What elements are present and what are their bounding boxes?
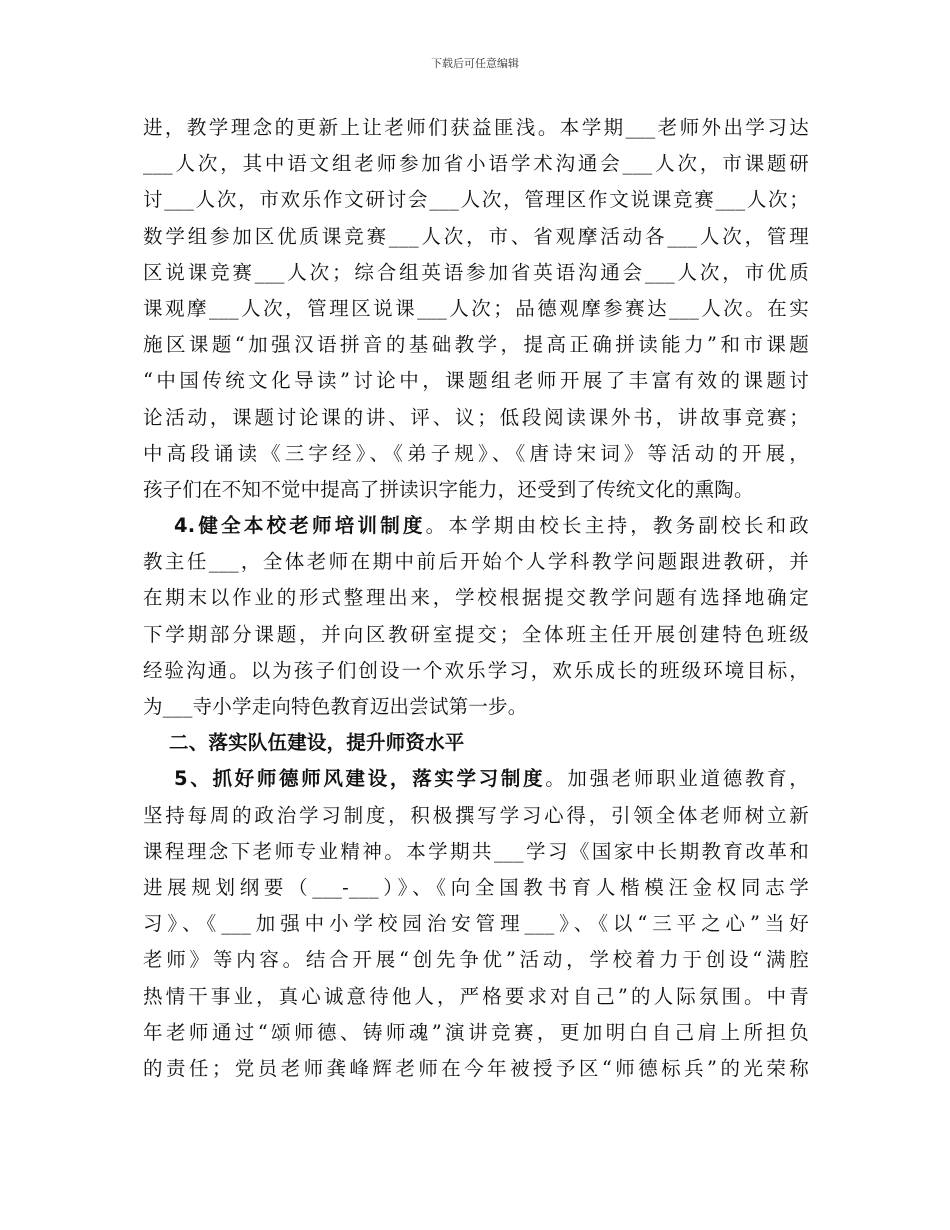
text-line: 热情干事业，真心诚意待他人，严格要求对自己”的人际氛围。中青 bbox=[143, 984, 809, 1008]
text-line: 下学期部分课题，并向区教研室提交；全体班主任开展创建特色班级 bbox=[143, 622, 809, 646]
text-line: 中高段诵读《三字经》、《弟子规》、《唐诗宋词》等活动的开展， bbox=[143, 441, 809, 465]
section-two-heading-line bbox=[143, 725, 809, 761]
text-line: ___人次，其中语文组老师参加省小语学术沟通会___人次，市课题研 bbox=[143, 152, 809, 176]
text-line: 课观摩___人次，管理区说课___人次；品德观摩参赛达___人次。在实 bbox=[143, 296, 809, 320]
document-body bbox=[143, 110, 809, 1087]
text-line: 经验沟通。以为孩子们创设一个欢乐学习，欢乐成长的班级环境目标， bbox=[143, 658, 809, 682]
text-line: 为___寺小学走向特色教育迈出尝试第一步。 bbox=[143, 695, 528, 718]
text-line: 进展规划纲要（___-___）》、《向全国教书育人楷模汪金权同志学 bbox=[143, 875, 809, 899]
text-line: 坚持每周的政治学习制度，积极撰写学习心得，引领全体老师树立新 bbox=[143, 803, 809, 827]
text-line: 教主任___，全体老师在期中前后开始个人学科教学问题跟进教研，并 bbox=[143, 550, 809, 574]
text-line: “中国传统文化导读”讨论中，课题组老师开展了丰富有效的课题讨 bbox=[143, 369, 809, 393]
paragraph-4-heading: 4.健全本校老师培训制度 bbox=[174, 514, 426, 538]
text-line: 习》、《___加强中小学校园治安管理___》、《以“三平之心”当好 bbox=[143, 912, 809, 936]
text-line: 在期末以作业的形式整理出来，学校根据提交教学问题有选择地确定 bbox=[143, 586, 809, 610]
text-line: 数学组参加区优质课竞赛___人次，市、省观摩活动各___人次，管理 bbox=[143, 224, 809, 248]
text-line: 年老师通过“颂师德、铸师魂”演讲竞赛，更加明白自己肩上所担负 bbox=[143, 1020, 809, 1044]
text-line: 进，教学理念的更新上让老师们获益匪浅。本学期___老师外出学习达 bbox=[143, 116, 809, 139]
paragraph-5-heading: 5、抓好师德师风建设，落实学习制度 bbox=[174, 767, 546, 791]
text-line: 讨___人次，市欢乐作文研讨会___人次，管理区作文说课竞赛___人次； bbox=[143, 188, 809, 212]
page-header: 下载后可任意编辑 bbox=[431, 57, 519, 70]
text-line: 论活动，课题讨论课的讲、评、议；低段阅读课外书，讲故事竞赛； bbox=[143, 405, 809, 429]
text-line: 老师》等内容。结合开展“创先争优”活动，学校着力于创设“满腔 bbox=[143, 948, 809, 972]
paragraph-5-heading-line: 5、抓好师德师风建设，落实学习制度。加强老师职业道德教育， bbox=[174, 767, 810, 791]
paragraph-4-heading-line: 4.健全本校老师培训制度。本学期由校长主持，教务副校长和政 bbox=[174, 514, 809, 538]
text-line: 施区课题“加强汉语拼音的基础教学，提高正确拼读能力”和市课题 bbox=[143, 333, 809, 357]
section-two-heading: 二、落实队伍建设，提升师资水平 bbox=[169, 731, 465, 755]
text-line: 孩子们在不知不觉中提高了拼读识字能力，还受到了传统文化的熏陶。 bbox=[143, 477, 754, 501]
text-line: 课程理念下老师专业精神。本学期共___学习《国家中长期教育改革和 bbox=[143, 839, 809, 863]
text-line: 的责任；党员老师龚峰辉老师在今年被授予区“师德标兵”的光荣称 bbox=[143, 1056, 809, 1080]
text-line: 区说课竞赛___人次；综合组英语参加省英语沟通会___人次，市优质 bbox=[143, 260, 809, 284]
